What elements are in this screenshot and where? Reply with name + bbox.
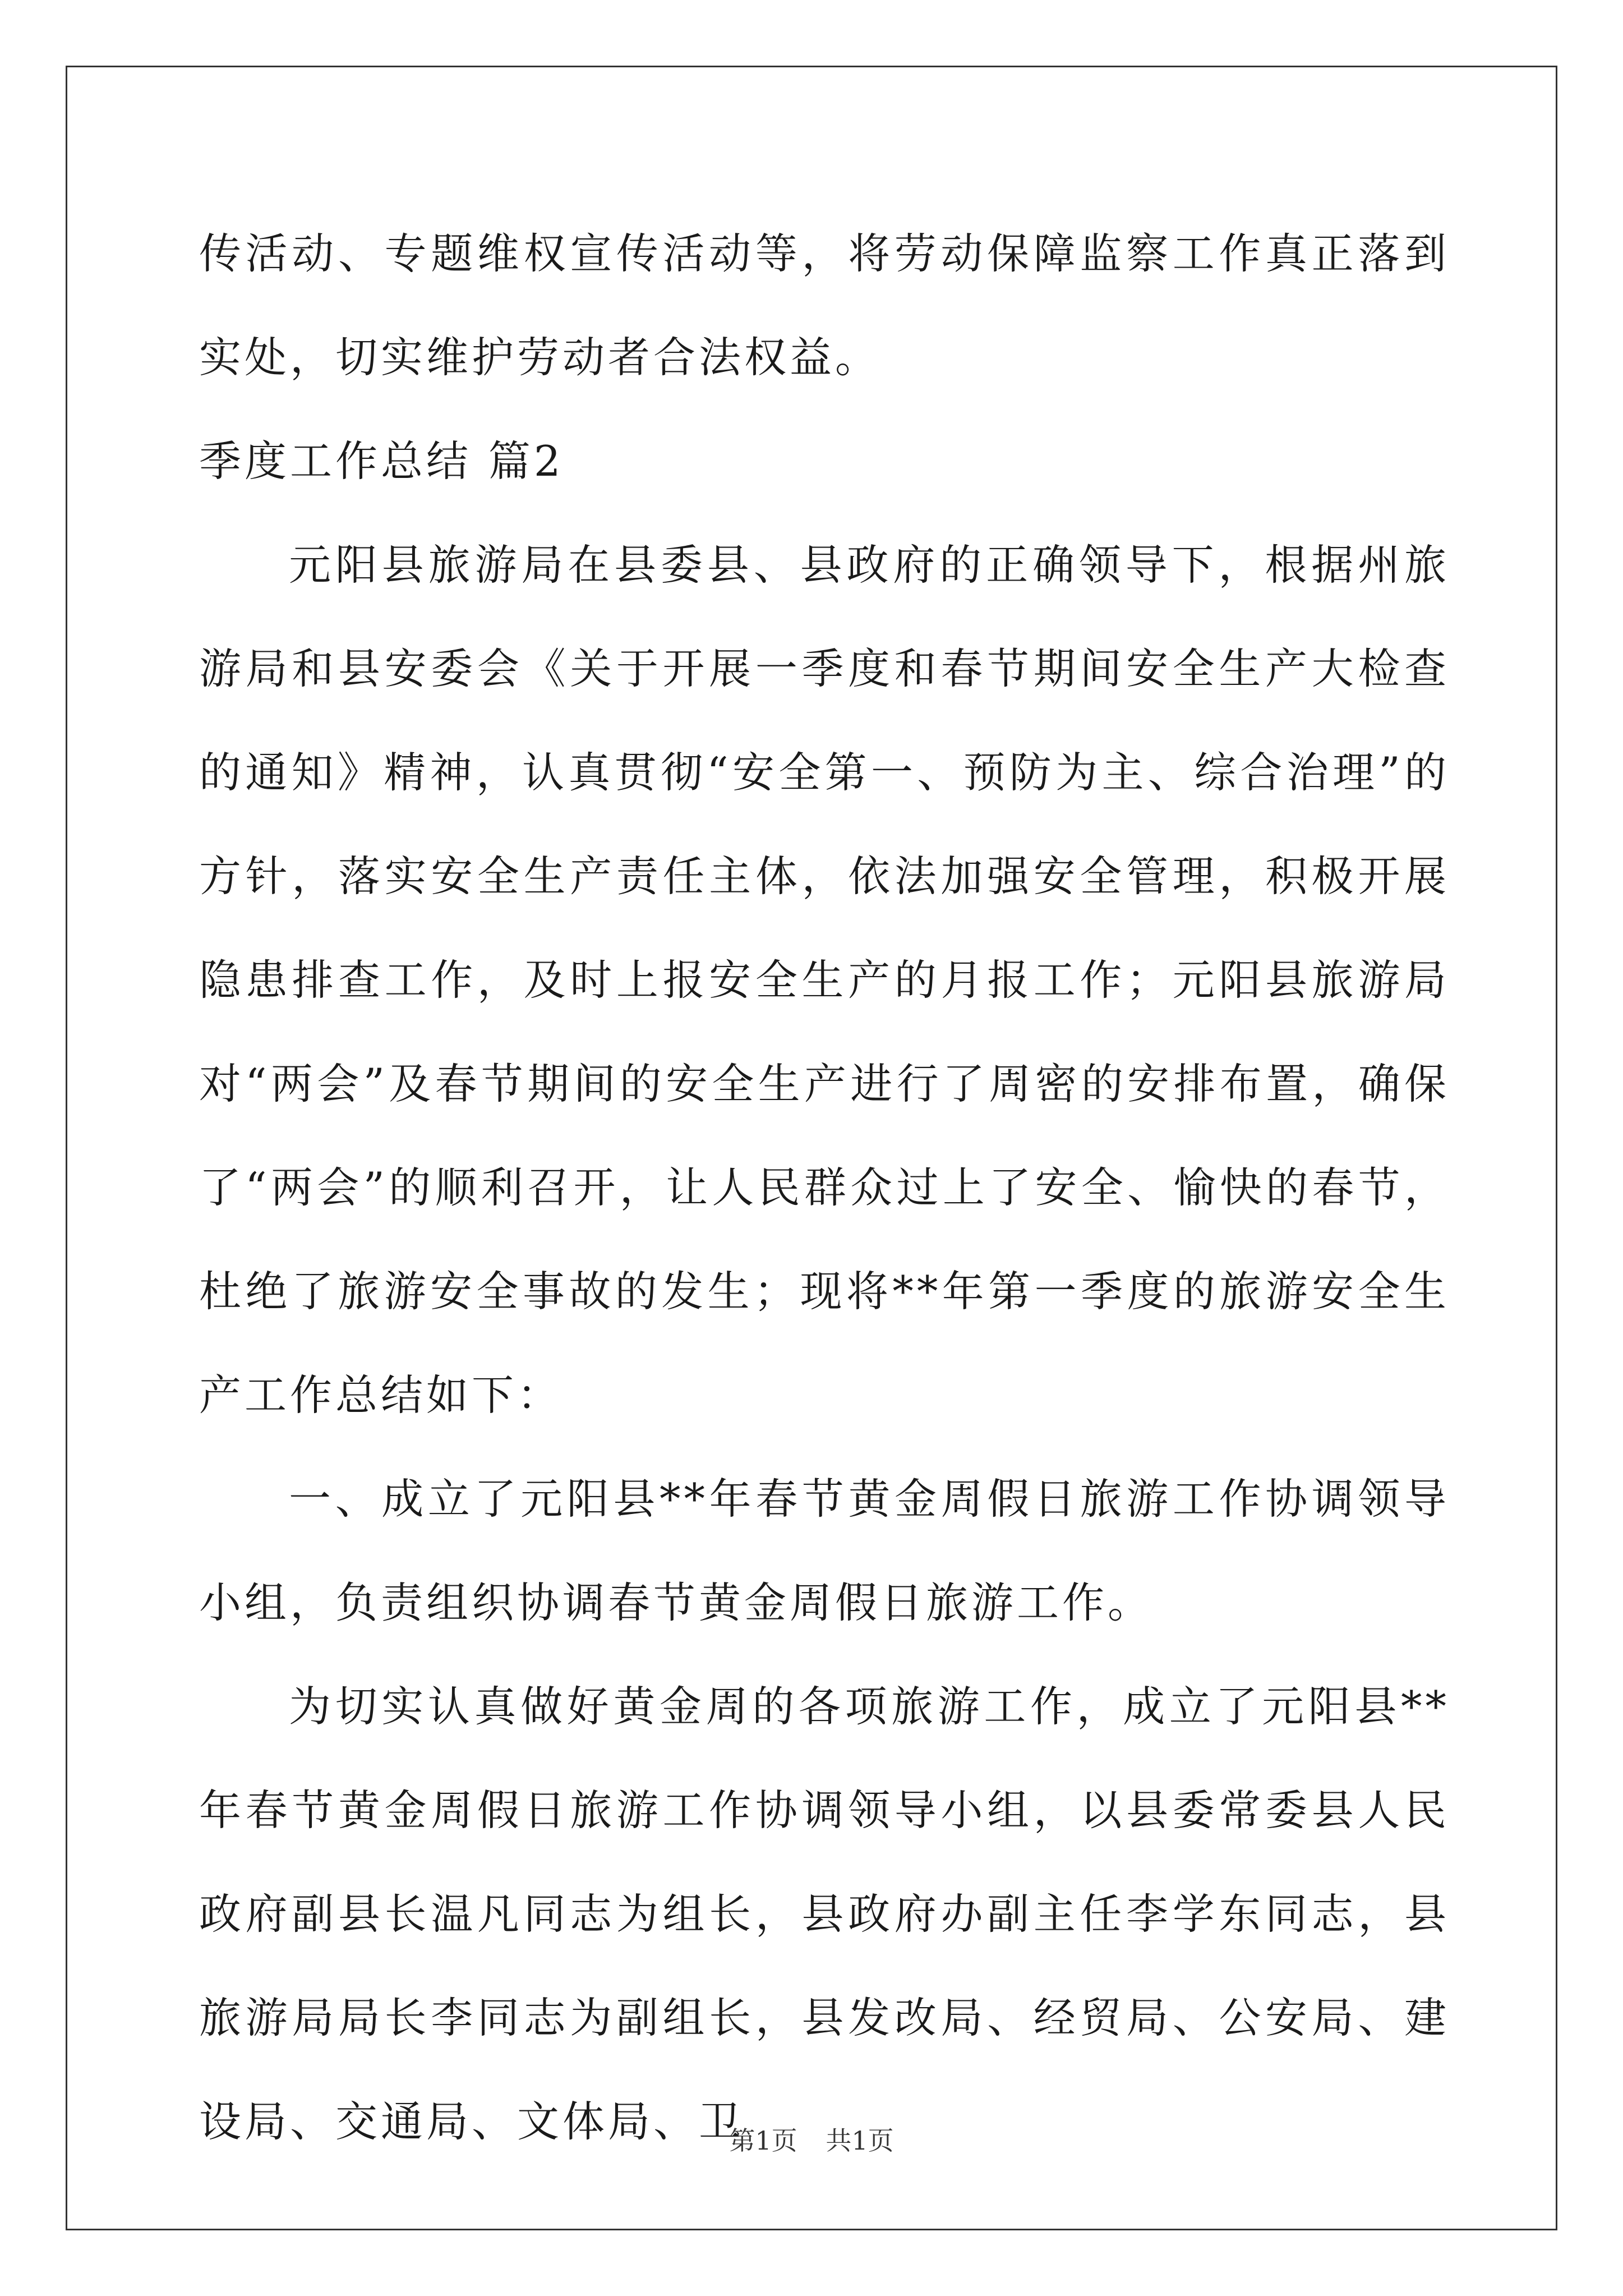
- paragraph: 元阳县旅游局在县委县、县政府的正确领导下，根据州旅游局和县安委会《关于开展一季度和春节期间安全生产大检查的通知》精神，认真贯彻“安全第一、预防为主、综合治理”的方针，落实安全生产责任主体，依法加强安全管理，积极开展隐患排查工作，及时上报安全生产的月报工作；元阳县旅游局对“两会”及春节期间的安全生产进行了周密的安排布置，确保了“两会”的顺利召开，让人民群众过上了安全、愉快的春节，杜绝了旅游安全事故的发生；现将**年第一季度的旅游安全生产工作总结如下：: [199, 540, 1450, 1420]
- page-footer: [0, 2120, 1623, 2157]
- paragraph: 为切实认真做好黄金周的各项旅游工作，成立了元阳县**年春节黄金周假日旅游工作协调领导小组，以县委常委县人民政府副县长温凡同志为组长，县政府办副主任李学东同志，县旅游局局长李同志为副组长，县发改局、经贸局、公安局、建设局、交通局、文体局、卫: [199, 1682, 1450, 2146]
- document-body: [199, 202, 1450, 2174]
- page-total: 共1页: [826, 2125, 894, 2156]
- paragraph: 一、成立了元阳县**年春节黄金周假日旅游工作协调领导小组，负责组织协调春节黄金周假日旅游工作。: [199, 1474, 1450, 1627]
- section-heading: 季度工作总结 篇2: [199, 436, 564, 486]
- page-number: 第1页: [729, 2125, 797, 2156]
- paragraph-continuation: 传活动、专题维权宣传活动等，将劳动保障监察工作真正落到实处，切实维护劳动者合法权益。: [199, 229, 1450, 382]
